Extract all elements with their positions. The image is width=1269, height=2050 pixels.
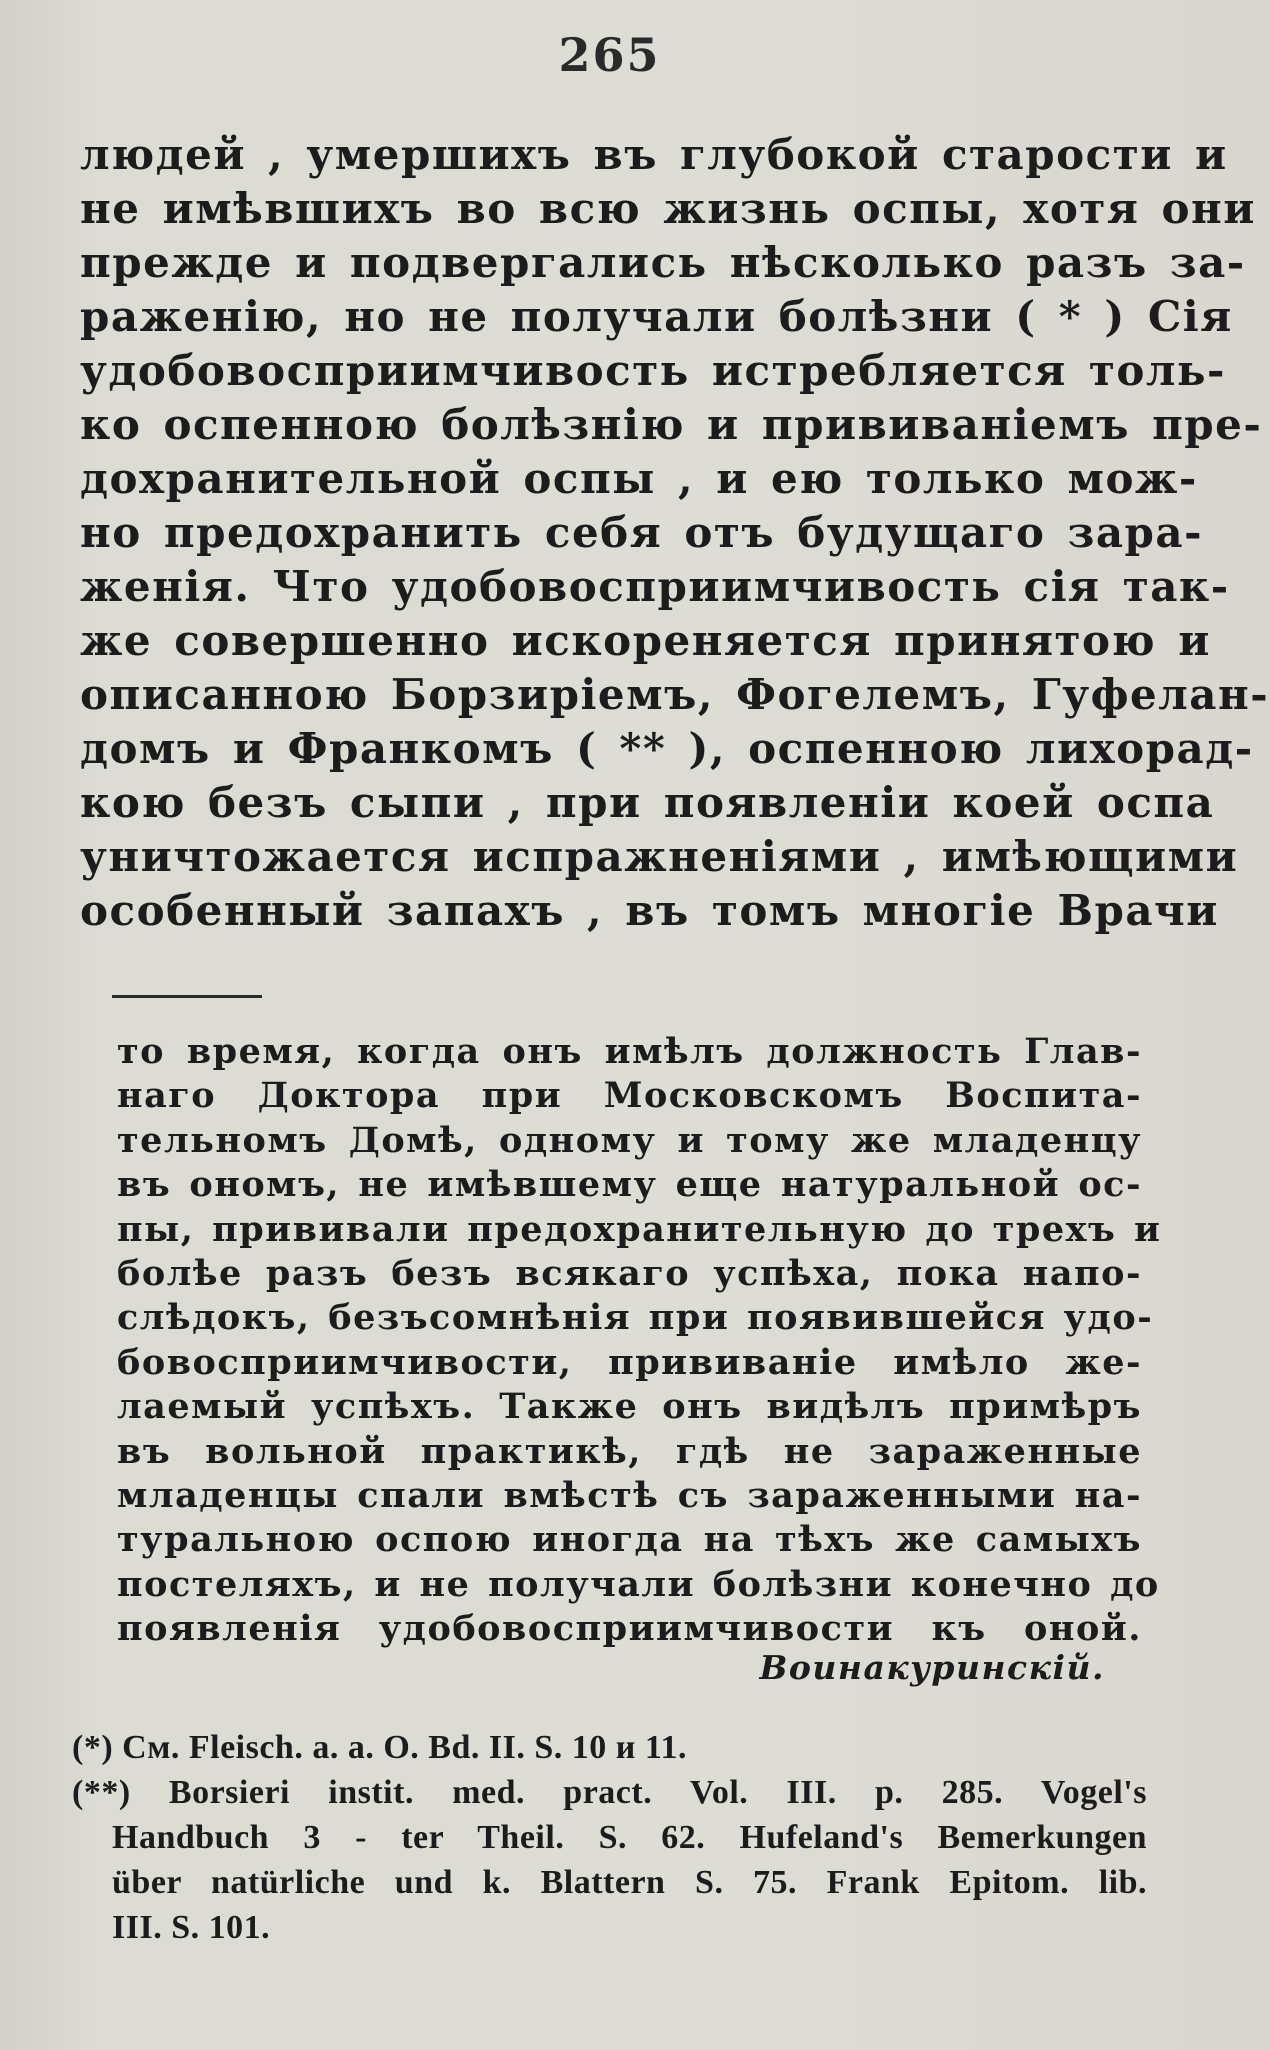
footnote-continuation-block xyxy=(117,1030,1162,1652)
reference-line: (**) Borsieri instit. med. pract. Vol. III. p. 285. Vogel's xyxy=(72,1774,1147,1811)
note-line: тельномъ Домѣ, одному и тому же младенцу xyxy=(117,1119,1142,1161)
reference-line: Handbuch 3 - ter Theil. S. 62. Hufeland's Bemerkungen xyxy=(112,1819,1147,1856)
note-line: то время, когда онъ имѣлъ должность Глав- xyxy=(117,1031,1142,1072)
text-line: прежде и подвергались нѣсколько разъ за- xyxy=(80,238,1246,287)
page-number: 265 xyxy=(558,28,661,82)
note-line: бовосприимчивости, прививаніе имѣло же- xyxy=(117,1341,1142,1383)
text-line: людей , умершихъ въ глубокой старости и xyxy=(80,130,1228,179)
note-line: постеляхъ, и не получали болѣзни конечно до xyxy=(117,1563,1160,1605)
note-line: болѣе разъ безъ всякаго успѣха, пока напо- xyxy=(117,1253,1142,1295)
references-block xyxy=(72,1725,1147,1950)
reference-line: über natürliche und k. Blattern S. 75. Frank Epitom. lib. xyxy=(112,1864,1147,1901)
note-line: лаемый успѣхъ. Также онъ видѣлъ примѣръ xyxy=(117,1386,1142,1428)
text-line: особенный запахъ , въ томъ многіе Врачи xyxy=(80,886,1219,935)
note-line: въ вольной практикѣ, гдѣ не зараженные xyxy=(117,1430,1142,1472)
note-line: младенцы спали вмѣстѣ съ зараженными на- xyxy=(117,1475,1142,1517)
text-line: женія. Что удобовосприимчивость сія так- xyxy=(80,562,1230,611)
reference-line: (*) См. Fleisch. a. a. O. Bd. II. S. 10 и 11. xyxy=(72,1729,687,1766)
text-line: кою безъ сыпи , при появленіи коей оспа xyxy=(80,778,1215,827)
text-line: раженію, но не получали болѣзни ( * ) Сія xyxy=(80,292,1233,341)
text-line: же совершенно искореняется принятою и xyxy=(80,616,1211,665)
note-line: наго Доктора при Московскомъ Воспита- xyxy=(117,1075,1142,1117)
text-line: не имѣвшихъ во всю жизнь оспы, хотя они xyxy=(80,184,1256,233)
note-line: слѣдокъ, безъсомнѣнія при появившейся удо- xyxy=(117,1297,1154,1339)
signature: Воинакуринскій. xyxy=(759,1648,1105,1687)
note-line: въ ономъ, не имѣвшему еще натуральной ос- xyxy=(117,1164,1142,1206)
text-line: дохранительной оспы , и ею только мож- xyxy=(80,454,1198,503)
text-line: описанною Борзиріемъ, Фогелемъ, Гуфелан- xyxy=(80,670,1269,719)
text-line: домъ и Франкомъ ( ** ), оспенною лихорад- xyxy=(80,724,1254,773)
text-line: уничтожается испражненіями , имѣющими xyxy=(80,832,1239,881)
text-line: удобовосприимчивость истребляется толь- xyxy=(80,346,1226,395)
reference-line: III. S. 101. xyxy=(112,1909,271,1946)
footnote-separator-rule xyxy=(112,995,262,998)
note-line: появленія удобовосприимчивости къ оной. xyxy=(117,1608,1142,1650)
note-line: пы, прививали предохранительную до трехъ и xyxy=(117,1208,1162,1250)
text-line: ко оспенною болѣзнію и прививаніемъ пре- xyxy=(80,400,1263,449)
note-line: туральною оспою иногда на тѣхъ же самыхъ xyxy=(117,1519,1142,1561)
text-line: но предохранить себя отъ будущаго зара- xyxy=(80,508,1204,557)
main-text-block xyxy=(80,128,1269,938)
